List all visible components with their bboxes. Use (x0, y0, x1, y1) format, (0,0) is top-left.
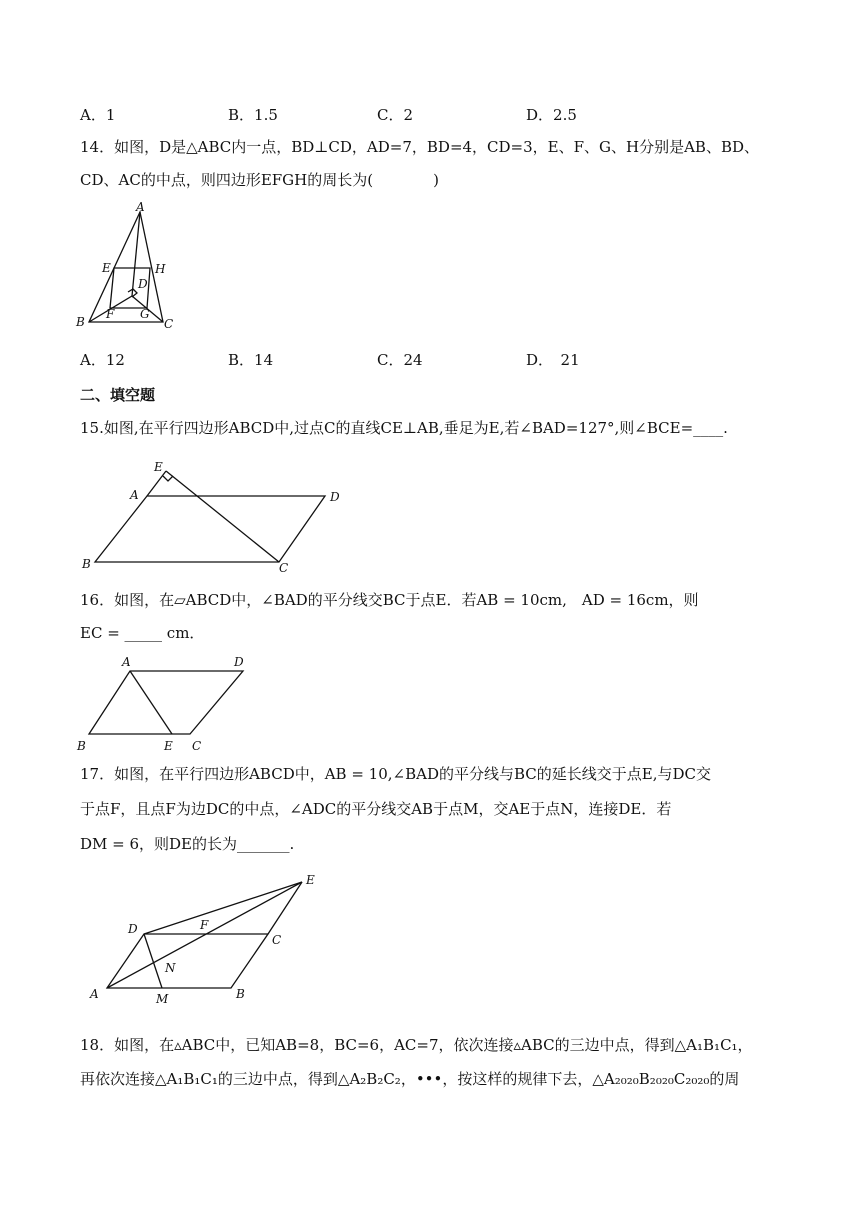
q13-option-d: D．2.5 (526, 106, 577, 124)
q14-option-c: C．24 (377, 351, 423, 369)
q17-label-f: F (200, 918, 209, 932)
q14-label-b: B (76, 315, 85, 329)
q14-option-a: A．12 (80, 351, 125, 369)
q17-segment-dm (144, 934, 162, 988)
q14-option-d: D． 21 (526, 351, 580, 369)
q16-label-e: E (164, 739, 173, 753)
q13-option-b: B．1.5 (228, 106, 278, 124)
q15-label-b: B (82, 557, 91, 571)
q17-text-line1: 17．如图，在平行四边形ABCD中，AB = 10,∠BAD的平分线与BC的延长线交于点E,与DC交 (80, 765, 711, 783)
q18-text-line2: 再依次连接△A₁B₁C₁的三边中点，得到△A₂B₂C₂，•••，按这样的规律下去，△A₂₀₂₀B₂₀₂₀C₂₀₂₀的周 (80, 1070, 740, 1088)
q17-label-a: A (90, 987, 99, 1001)
q14-label-c: C (164, 317, 174, 331)
q14-text-line2: CD、AC的中点，则四边形EFGH的周长为( ) (80, 171, 439, 189)
q17-label-n: N (165, 961, 176, 975)
q15-label-c: C (279, 561, 289, 575)
q17-label-m: M (156, 992, 169, 1006)
section-title-fill-in: 二、填空题 (80, 386, 156, 404)
q14-label-f: F (106, 307, 115, 321)
q14-label-e: E (102, 261, 111, 275)
q17-parallelogram-abcd (107, 934, 268, 988)
q16-text-line1: 16．如图，在▱ABCD中，∠BAD的平分线交BC于点E．若AB = 10cm, AD = 16cm，则 (80, 591, 699, 609)
q14-label-a: A (136, 200, 145, 214)
q15-label-d: D (330, 490, 340, 504)
q17-text-line2: 于点F，且点F为边DC的中点，∠ADC的平分线交AB于点M，交AE于点N，连接DE．若 (80, 800, 672, 818)
q13-option-a: A．1 (80, 106, 116, 124)
q13-option-c: C．2 (377, 106, 414, 124)
q15-label-a: A (130, 488, 139, 502)
q14-label-d: D (138, 277, 148, 291)
q17-segment-de (144, 882, 302, 934)
q16-label-d: D (234, 655, 244, 669)
q15-label-e: E (154, 460, 163, 474)
q14-label-g: G (140, 307, 150, 321)
q18-text-line1: 18．如图，在▵ABC中，已知AB=8，BC=6，AC=7，依次连接▵ABC的三边中点，得到△A₁B₁C₁， (80, 1036, 753, 1054)
q17-label-d: D (128, 922, 138, 936)
q14-text-line1: 14．如图，D是△ABC内一点，BD⊥CD，AD=7，BD=4，CD=3，E、F、G、H分别是AB、BD、 (80, 138, 759, 156)
q16-label-c: C (192, 739, 202, 753)
q16-text-line2: EC = _____ cm． (80, 624, 205, 642)
q17-label-c: C (272, 933, 282, 947)
q17-segment-ce (268, 882, 302, 934)
q16-label-b: B (77, 739, 86, 753)
q15-text: 15.如图,在平行四边形ABCD中,过点C的直线CE⊥AB,垂足为E,若∠BAD=127°,则∠BCE=____. (80, 419, 728, 437)
q17-text-line3: DM = 6，则DE的长为_______. (80, 835, 295, 853)
q17-label-b: B (236, 987, 245, 1001)
q14-option-b: B．14 (228, 351, 274, 369)
q14-label-h: H (155, 262, 166, 276)
q16-label-a: A (122, 655, 131, 669)
q17-label-e: E (306, 873, 315, 887)
